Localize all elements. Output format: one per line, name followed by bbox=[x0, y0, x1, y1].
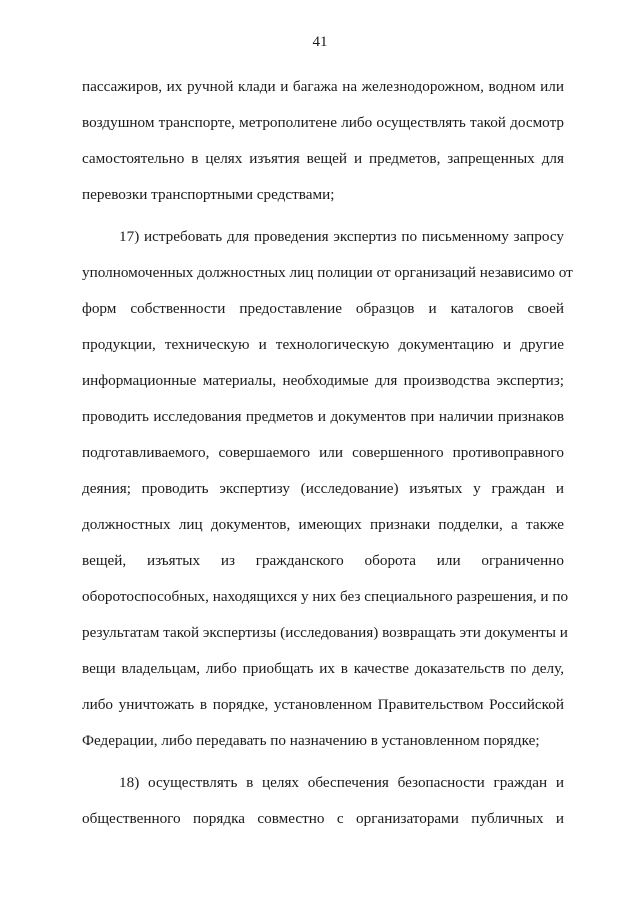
page-number: 41 bbox=[312, 34, 328, 50]
text-line: 18) осуществлять в целях обеспечения безопасности граждан и bbox=[119, 774, 564, 791]
body-text bbox=[82, 69, 573, 837]
text-line: продукции, техническую и технологическую документацию и другие bbox=[82, 336, 564, 353]
text-line: общественного порядка совместно с организаторами публичных и bbox=[82, 810, 564, 827]
text-line: деяния; проводить экспертизу (исследование) изъятых у граждан и bbox=[82, 480, 564, 497]
text-line: либо уничтожать в порядке, установленном Правительством Российской bbox=[82, 696, 564, 713]
text-line: вещи владельцам, либо приобщать их в качестве доказательств по делу, bbox=[82, 660, 564, 677]
text-line: вещей, изъятых из гражданского оборота или ограниченно bbox=[82, 552, 564, 569]
text-line: уполномоченных должностных лиц полиции от организаций независимо от bbox=[82, 264, 573, 281]
text-line: пассажиров, их ручной клади и багажа на железнодорожном, водном или bbox=[82, 78, 564, 95]
text-line: проводить исследования предметов и документов при наличии признаков bbox=[82, 408, 564, 425]
text-line: 17) истребовать для проведения экспертиз по письменному запросу bbox=[119, 228, 564, 245]
text-line: должностных лиц документов, имеющих признаки подделки, а также bbox=[82, 516, 564, 533]
text-line: Федерации, либо передавать по назначению в установленном порядке; bbox=[82, 732, 540, 749]
text-line: информационные материалы, необходимые для производства экспертиз; bbox=[82, 372, 564, 389]
text-line: оборотоспособных, находящихся у них без специального разрешения, и по bbox=[82, 588, 569, 605]
text-line: воздушном транспорте, метрополитене либо осуществлять такой досмотр bbox=[82, 114, 564, 131]
text-line: результатам такой экспертизы (исследования) возвращать эти документы и bbox=[82, 624, 568, 641]
text-line: подготавливаемого, совершаемого или совершенного противоправного bbox=[82, 444, 564, 461]
text-line: форм собственности предоставление образцов и каталогов своей bbox=[82, 300, 564, 317]
text-line: перевозки транспортными средствами; bbox=[82, 186, 335, 203]
text-line: самостоятельно в целях изъятия вещей и предметов, запрещенных для bbox=[82, 150, 564, 167]
